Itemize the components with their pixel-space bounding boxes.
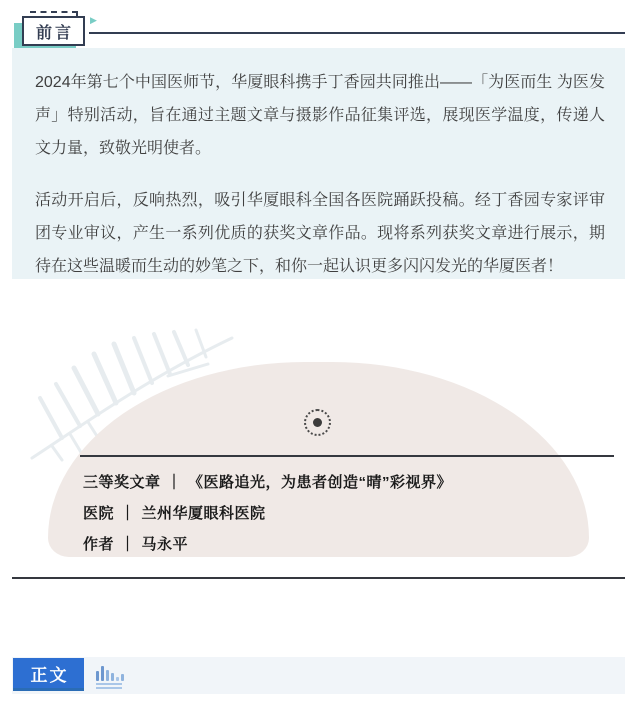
hospital-name: 兰州华厦眼科医院 [141, 505, 266, 522]
dotted-circle-icon [304, 409, 331, 436]
preface-panel [12, 48, 625, 279]
award-author-row [83, 529, 452, 560]
bar-chart-bars [96, 665, 130, 681]
preface-badge-label: 前言 [35, 24, 74, 42]
preface-paragraph-2: 活动开启后，反响热烈，吸引华厦眼科全国各医院踊跃投稿。经丁香园专家评审团专业审议，产生一系列优质的获奖文章作品。现将系列获奖文章进行展示，期待在这些温暖而生动的妙笔之下，和你一起认识更多闪闪发光的华厦医者！ [35, 192, 605, 275]
center-dot-icon [313, 418, 322, 427]
author-name: 马永平 [141, 536, 189, 553]
award-divider-line [80, 455, 614, 457]
author-label: 作者 [83, 536, 115, 553]
award-info-block [83, 467, 452, 560]
award-article-title: 《医路追光，为患者创造“晴”彩视界》 [188, 474, 453, 491]
body-badge-label: 正文 [30, 665, 69, 685]
body-section-bar [12, 657, 625, 694]
award-hospital-row [83, 498, 452, 529]
award-rank-label: 三等奖文章 [83, 474, 161, 491]
body-badge [13, 658, 84, 691]
header-rule-line [89, 32, 625, 34]
preface-badge [22, 16, 85, 46]
separator-bar: ｜ [120, 505, 136, 522]
bar-chart-underlines [96, 683, 130, 689]
flag-triangle-icon: ▶ [90, 15, 97, 25]
separator-bar: ｜ [120, 536, 136, 553]
section-divider-line [12, 577, 625, 579]
award-title-row [83, 467, 452, 498]
hospital-label: 医院 [83, 505, 115, 522]
bar-chart-icon [96, 665, 130, 689]
preface-paragraph-1: 2024年第七个中国医师节，华厦眼科携手丁香园共同推出——「为医而生 为医发声」特别活动，旨在通过主题文章与摄影作品征集评选，展现医学温度，传递人文力量，致敬光明使者。 [35, 74, 605, 157]
separator-bar: ｜ [166, 474, 183, 491]
